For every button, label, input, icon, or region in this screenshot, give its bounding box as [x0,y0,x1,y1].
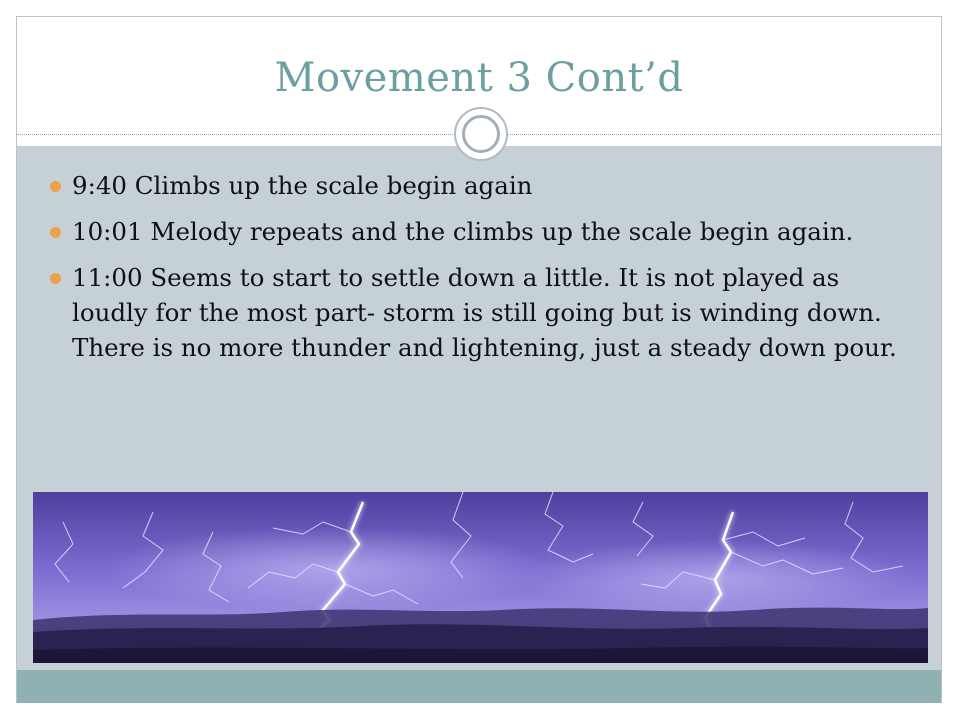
bullet-text: 11:00 Seems to start to settle down a little. It is not played as loudly for the most part- storm is still going but is winding down. There is no more thunder and lightening, just a steady down pour. [72,263,897,362]
circle-ornament-icon [454,107,508,161]
lightning-storm-image [33,492,928,663]
footer-bar [17,670,941,703]
bullet-dot-icon [50,227,61,238]
bullet-list [50,168,920,376]
slide-title: Movement 3 Cont’d [274,55,684,101]
bullet-dot-icon [50,273,61,284]
bullet-text: 9:40 Climbs up the scale begin again [72,171,533,200]
bullet-item [50,214,920,249]
bullet-item [50,168,920,203]
bullet-dot-icon [50,181,61,192]
bullet-text: 10:01 Melody repeats and the climbs up the scale begin again. [72,217,854,246]
bullet-item [50,260,920,365]
